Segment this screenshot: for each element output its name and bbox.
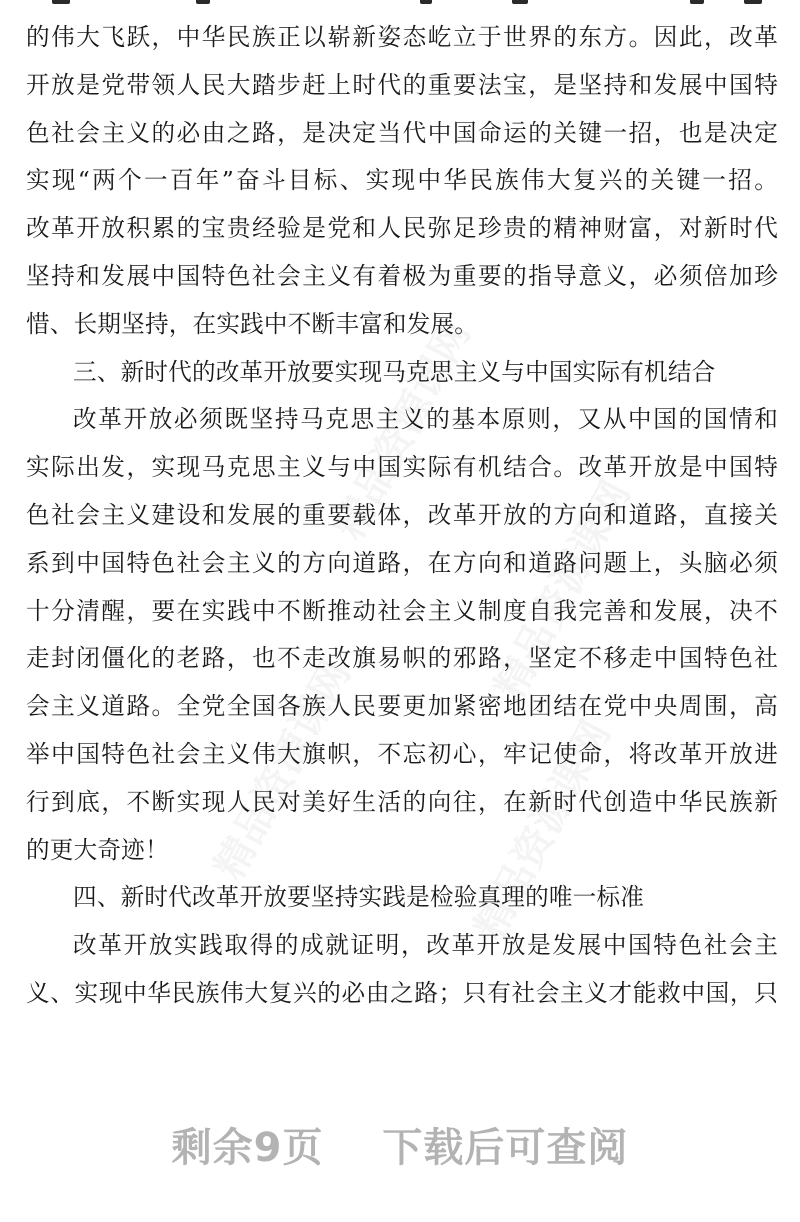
watermark: 精品资源课网 [486,473,640,707]
remaining-pages-label: 剩余9页 [171,1125,324,1171]
text-line: 色社会主义的必由之路，是决定当代中国命运的关键一招，也是决定 [26,118,778,147]
text-line: 行到底，不断实现人民对美好生活的向往，在新时代创造中华民族新 [26,787,778,816]
text-line: 改革开放积累的宝贵经验是党和人民弥足珍贵的精神财富，对新时代 [26,214,778,243]
section-heading: 四、新时代改革开放要坚持实践是检验真理的唯一标准 [73,883,645,912]
text-line: 改革开放实践取得的成就证明，改革开放是发展中国特色社会主 [73,931,778,960]
text-line: 实现“两个一百年”奋斗目标、实现中华民族伟大复兴的关键一招。 [26,166,778,195]
text-line: 惜、长期坚持，在实践中不断丰富和发展。 [26,309,479,338]
watermark: 精品资源课网 [206,653,360,887]
text-line: 坚持和发展中国特色社会主义有着极为重要的指导意义，必须倍加珍 [26,261,778,290]
text-line: 的更大奇迹！ [26,835,169,864]
previous-line-remnant [0,0,800,6]
text-line: 走封闭僵化的老路，也不走改旗易帜的邪路，坚定不移走中国特色社 [26,644,778,673]
text-line: 会主义道路。全党全国各族人民要更加紧密地团结在党中央周围，高 [26,692,778,721]
text-line: 举中国特色社会主义伟大旗帜，不忘初心，牢记使命，将改革开放进 [26,739,778,768]
watermark: 精品资源课网 [326,313,480,547]
download-to-view-label: 下载后可查阅 [382,1125,629,1171]
text-line: 开放是党带领人民大踏步赶上时代的重要法宝，是坚持和发展中国特 [26,70,778,99]
watermark: 精品资源课网 [466,713,620,947]
text-line: 的伟大飞跃，中华民族正以崭新姿态屹立于世界的东方。因此，改革 [26,23,778,51]
body-text [26,14,778,1018]
text-line: 系到中国特色社会主义的方向道路，在方向和道路问题上，头脑必须 [26,548,778,577]
text-line: 色社会主义建设和发展的重要载体，改革开放的方向和道路，直接关 [26,500,778,529]
section-heading: 三、新时代的改革开放要实现马克思主义与中国实际有机结合 [73,357,716,386]
text-line: 实际出发，实现马克思主义与中国实际有机结合。改革开放是中国特 [26,453,778,482]
download-prompt[interactable] [0,1116,800,1173]
text-line: 十分清醒，要在实践中不断推动社会主义制度自我完善和发展，决不 [26,596,778,625]
text-line: 义、实现中华民族伟大复兴的必由之路；只有社会主义才能救中国，只 [26,978,778,1007]
text-line: 改革开放必须既坚持马克思主义的基本原则，又从中国的国情和 [73,405,778,434]
